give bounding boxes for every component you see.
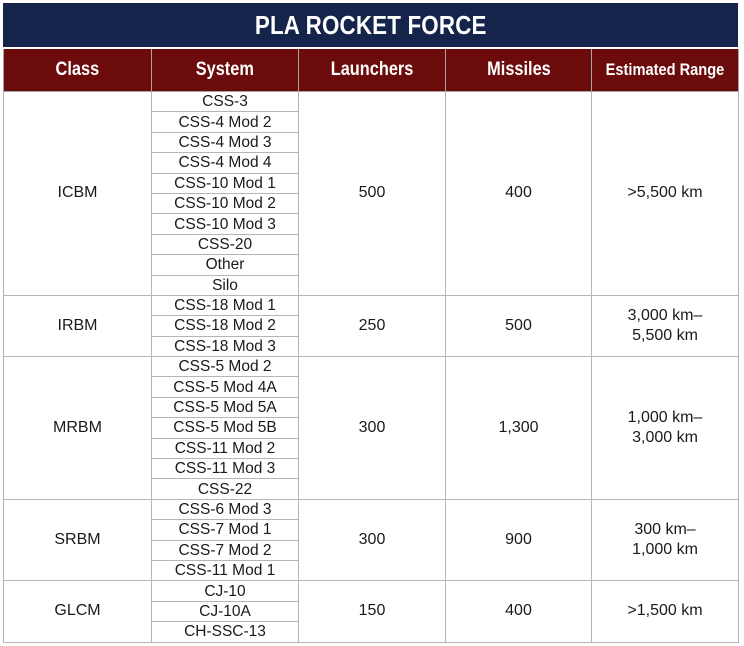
system-cell: CSS-10 Mod 2 [152, 193, 299, 213]
range-line: 5,500 km [632, 326, 698, 344]
system-cell: CSS-22 [152, 479, 299, 499]
system-cell: CSS-4 Mod 2 [152, 112, 299, 132]
table-title: PLA ROCKET FORCE [254, 9, 487, 40]
system-cell: CSS-18 Mod 1 [152, 295, 299, 315]
system-cell: Silo [152, 275, 299, 295]
system-cell: CJ-10 [152, 581, 299, 601]
system-cell: CSS-18 Mod 2 [152, 316, 299, 336]
header-estimated-range: Estimated Range [592, 49, 739, 92]
range-cell [592, 581, 739, 642]
header-class: Class [4, 49, 152, 92]
table-body [4, 92, 739, 643]
table-row [4, 499, 739, 519]
launchers-cell: 150 [299, 581, 446, 642]
launchers-cell: 250 [299, 295, 446, 356]
system-cell: CSS-10 Mod 3 [152, 214, 299, 234]
launchers-cell: 500 [299, 92, 446, 296]
system-cell: CSS-7 Mod 2 [152, 540, 299, 560]
table-frame [3, 3, 738, 643]
system-cell: CSS-6 Mod 3 [152, 499, 299, 519]
system-cell: CSS-10 Mod 1 [152, 173, 299, 193]
table-title-bar [3, 3, 738, 47]
system-cell: CJ-10A [152, 601, 299, 621]
range-line: 3,000 km– [627, 306, 703, 324]
system-cell: CSS-5 Mod 4A [152, 377, 299, 397]
launchers-cell: 300 [299, 357, 446, 500]
system-cell: Other [152, 255, 299, 275]
system-cell: CSS-11 Mod 1 [152, 560, 299, 580]
system-cell: CSS-4 Mod 4 [152, 153, 299, 173]
table-row [4, 295, 739, 315]
class-cell: ICBM [4, 92, 152, 296]
range-cell [592, 499, 739, 581]
system-cell: CSS-7 Mod 1 [152, 520, 299, 540]
system-cell: CSS-11 Mod 2 [152, 438, 299, 458]
header-system: System [152, 49, 299, 92]
class-cell: GLCM [4, 581, 152, 642]
table-row [4, 92, 739, 112]
range-cell [592, 357, 739, 500]
system-cell: CSS-20 [152, 234, 299, 254]
range-line: 1,000 km [632, 541, 698, 559]
range-line: >1,500 km [627, 602, 703, 620]
table-row [4, 581, 739, 601]
table-row [4, 357, 739, 377]
class-cell: IRBM [4, 295, 152, 356]
system-cell: CSS-11 Mod 3 [152, 459, 299, 479]
system-cell: CSS-5 Mod 5A [152, 397, 299, 417]
launchers-cell: 300 [299, 499, 446, 581]
system-cell: CSS-5 Mod 2 [152, 357, 299, 377]
system-cell: CH-SSC-13 [152, 622, 299, 642]
range-cell [592, 92, 739, 296]
range-line: >5,500 km [627, 184, 703, 202]
missiles-cell: 400 [446, 92, 592, 296]
system-cell: CSS-5 Mod 5B [152, 418, 299, 438]
range-line: 3,000 km [632, 428, 698, 446]
header-missiles: Missiles [446, 49, 592, 92]
system-cell: CSS-4 Mod 3 [152, 132, 299, 152]
system-cell: CSS-3 [152, 92, 299, 112]
missiles-cell: 500 [446, 295, 592, 356]
header-row [4, 49, 739, 92]
range-line: 1,000 km– [627, 408, 703, 426]
missiles-cell: 1,300 [446, 357, 592, 500]
range-line: 300 km– [634, 521, 696, 539]
class-cell: SRBM [4, 499, 152, 581]
missiles-cell: 400 [446, 581, 592, 642]
class-cell: MRBM [4, 357, 152, 500]
rocket-force-table [3, 49, 739, 643]
header-launchers: Launchers [299, 49, 446, 92]
range-cell [592, 295, 739, 356]
missiles-cell: 900 [446, 499, 592, 581]
system-cell: CSS-18 Mod 3 [152, 336, 299, 356]
